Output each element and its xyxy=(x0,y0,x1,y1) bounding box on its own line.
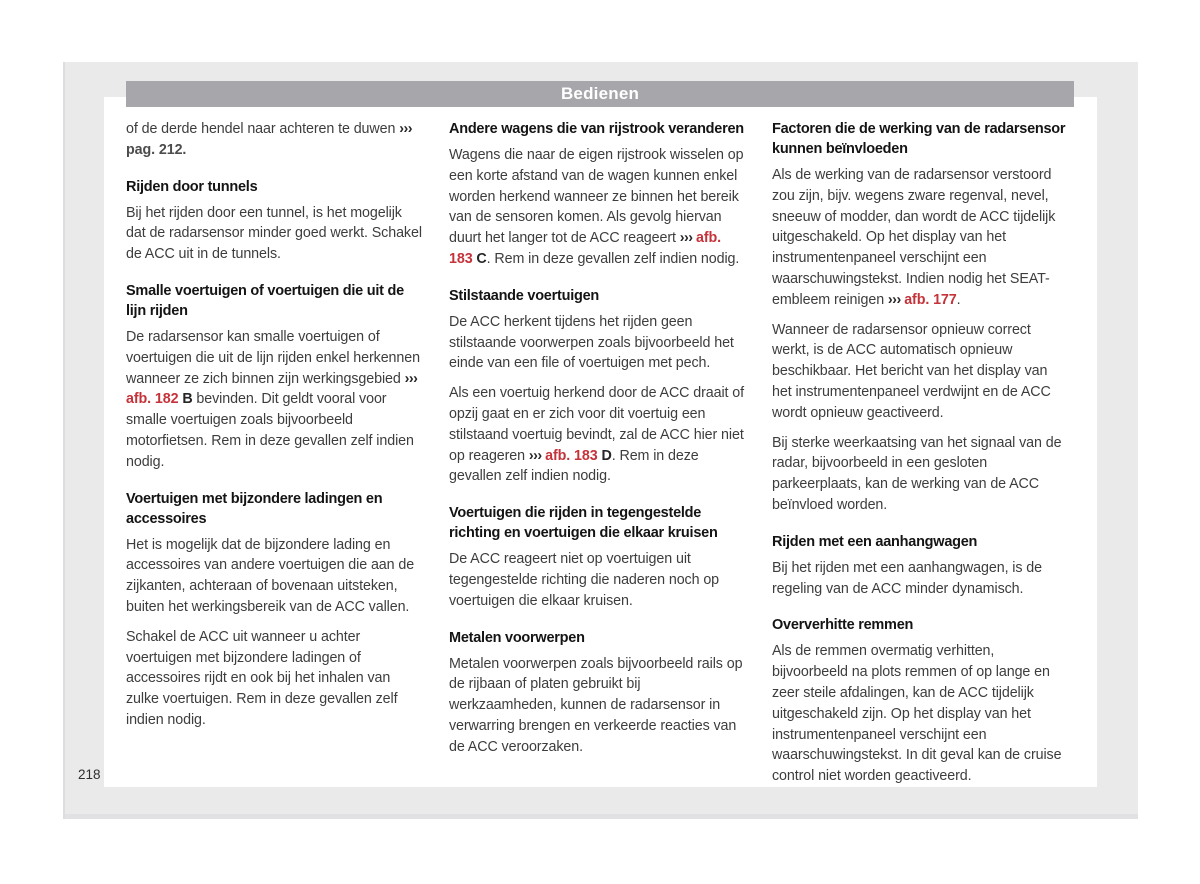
text-run: Metalen voorwerpen zoals bijvoorbeeld rails op de rijbaan of platen gebruikt bij werkzaamheden, kunnen de radarsensor in verwarring brengen en verkeerde reacties van de ACC veroorzaken. xyxy=(449,655,743,755)
paragraph xyxy=(772,165,1068,311)
column-1 xyxy=(126,119,422,740)
chevron-ref-icon: ››› xyxy=(887,291,905,308)
figure-reference: afb. 182 xyxy=(126,391,179,408)
page-header-title: Bedienen xyxy=(560,84,640,103)
text-run: . Rem in deze gevallen zelf indien nodig. xyxy=(486,250,740,267)
chevron-ref-icon: ››› xyxy=(528,447,546,464)
section-heading: Voertuigen met bijzondere ladingen en accessoires xyxy=(126,490,383,527)
text-run: bevinden. Dit geldt vooral voor smalle voertuigen zoals bijvoorbeeld motorfietsen. Rem in deze gevallen zelf indien nodig. xyxy=(126,391,414,470)
paragraph xyxy=(772,433,1068,516)
chevron-ref-icon: ››› xyxy=(679,230,697,247)
section-heading: Stilstaande voertuigen xyxy=(449,287,600,304)
figure-letter: B xyxy=(178,391,193,408)
paragraph xyxy=(449,654,745,758)
text-run: Wanneer de radarsensor opnieuw correct werkt, is de ACC automatisch opnieuw beschikbaar. Het bericht van het display van het instrumentenpaneel verdwijnt en de ACC wordt opnieuw geactiveerd. xyxy=(772,321,1051,421)
text-run: Bij het rijden door een tunnel, is het mogelijk dat de radarsensor minder goed werkt. Schakel de ACC uit in de tunnels. xyxy=(126,204,422,263)
page-header-bar xyxy=(126,81,1074,107)
text-run: Als een voertuig herkend door de ACC draait of opzij gaat en er zich voor dit voertuig een stilstaand voertuig bevindt, zal de ACC hier niet op reageren xyxy=(449,385,745,464)
page-reference: pag. 212. xyxy=(126,141,187,158)
text-run: De radarsensor kan smalle voertuigen of voertuigen die uit de lijn rijden enkel herkennen wanneer ze zich binnen zijn werkingsgebied xyxy=(126,328,420,387)
text-run: . Rem in deze gevallen zelf indien nodig. xyxy=(449,447,699,485)
text-run: . xyxy=(956,291,961,308)
section-heading: Oververhitte remmen xyxy=(772,617,914,634)
section-heading: Voertuigen die rijden in tegengestelde richting en voertuigen die elkaar kruisen xyxy=(449,505,718,542)
figure-reference: afb. 177 xyxy=(904,291,957,308)
paragraph xyxy=(126,119,422,161)
chevron-ref-icon: ››› xyxy=(399,121,413,137)
column-3 xyxy=(772,119,1068,796)
text-run: Als de remmen overmatig verhitten, bijvoorbeeld na plots remmen of op lange en zeer steile afdalingen, kan de ACC tijdelijk uitgeschakeld zijn. Op het display van het instrumentenpaneel verschijnt een waarschuwingstekst. In dit geval kan de cruise control niet worden geactiveerd. xyxy=(772,643,1062,785)
text-run: De ACC herkent tijdens het rijden geen stilstaande voorwerpen zoals bijvoorbeeld het einde van een file of voertuigen met pech. xyxy=(449,313,734,372)
paragraph xyxy=(449,383,745,487)
text-run: Bij sterke weerkaatsing van het signaal van de radar, bijvoorbeeld in een gesloten parkeerplaats, kan de werking van de ACC beïnvloed worden. xyxy=(772,434,1062,513)
paragraph xyxy=(449,145,745,270)
text-run: Bij het rijden met een aanhangwagen, is de regeling van de ACC minder dynamisch. xyxy=(772,559,1043,597)
figure-letter: C xyxy=(472,250,487,267)
column-2 xyxy=(449,119,745,767)
figure-reference: afb. 183 xyxy=(545,447,598,464)
paragraph xyxy=(126,535,422,618)
figure-letter: D xyxy=(597,447,612,464)
paragraph xyxy=(772,558,1068,600)
paragraph xyxy=(126,627,422,731)
paragraph xyxy=(772,641,1068,787)
content-columns xyxy=(126,119,1068,796)
paragraph xyxy=(126,327,422,473)
figure-reference: afb. 183 xyxy=(449,230,722,267)
paragraph xyxy=(449,549,745,611)
section-heading: Smalle voertuigen of voertuigen die uit de lijn rijden xyxy=(126,282,404,319)
text-run: of de derde hendel naar achteren te duwen xyxy=(126,121,400,137)
page-number: 218 xyxy=(78,767,101,782)
text-run: Wagens die naar de eigen rijstrook wisselen op een korte afstand van de wagen kunnen enkel worden herkend wanneer ze binnen het bereik van de sensoren komen. Als gevolg hiervan duurt het langer tot de ACC reageert xyxy=(449,147,744,247)
section-heading: Metalen voorwerpen xyxy=(449,629,585,646)
text-run: De ACC reageert niet op voertuigen uit tegengestelde richting die naderen noch op voertuigen die elkaar kruisen. xyxy=(449,551,720,609)
section-heading: Andere wagens die van rijstrook veranderen xyxy=(449,121,744,137)
section-heading: Rijden met een aanhangwagen xyxy=(772,533,978,550)
chevron-ref-icon: ››› xyxy=(404,370,418,387)
paragraph xyxy=(126,203,422,265)
section-heading: Factoren die de werking van de radarsensor kunnen beïnvloeden xyxy=(772,121,1066,157)
text-run: Het is mogelijk dat de bijzondere lading en accessoires van andere voertuigen die aan de zijkanten, achteraan of bovenaan uitsteken, buiten het werkingsbereik van de ACC vallen. xyxy=(126,536,415,615)
paragraph xyxy=(772,320,1068,424)
text-run: Als de werking van de radarsensor verstoord zou zijn, bijv. wegens zware regenval, nevel, sneeuw of modder, dan wordt de ACC tijdelijk uitgeschakeld. Op het display van het instrumentenpaneel verschijnt een waarschuwingstekst. Indien nodig het SEAT-embleem reinigen xyxy=(772,167,1056,308)
text-run: Schakel de ACC uit wanneer u achter voertuigen met bijzondere ladingen of accessoires rijdt en ook bij het inhalen van zulke voertuigen. Rem in deze gevallen zelf indien nodig. xyxy=(126,628,398,728)
section-heading: Rijden door tunnels xyxy=(126,178,258,195)
paragraph xyxy=(449,312,745,374)
